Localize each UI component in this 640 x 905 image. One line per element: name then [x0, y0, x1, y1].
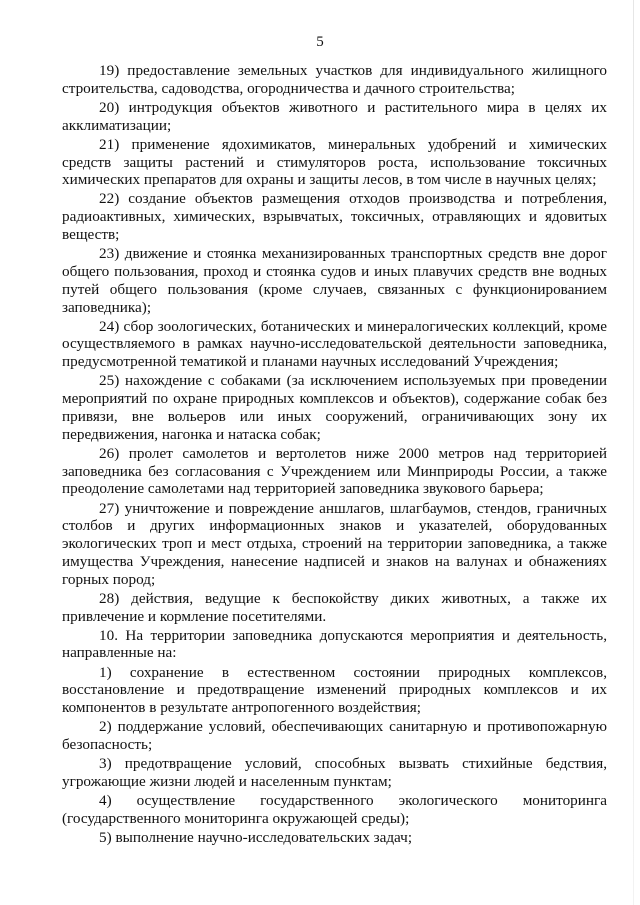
list-item-21: 21) применение ядохимикатов, минеральных удобрений и химических средств защиты растений и стимуляторов роста, использование токсичных химических препаратов для охраны и защиты лесов, в том числе в научных целях; — [62, 135, 607, 189]
list-item-23: 23) движение и стоянка механизированных транспортных средств вне дорог общего пользования, проход и стоянка судов и иных плавучих средств вне водных путей общего пользования (кроме случаев, связанных с функционированием заповедника); — [62, 245, 607, 316]
list-item-28: 28) действия, ведущие к беспокойству диких животных, а также их привлечение и кормление посетителями. — [62, 589, 607, 625]
section-10-heading: 10. На территории заповедника допускаются мероприятия и деятельность, направленные на: — [62, 626, 607, 662]
sub-item-3: 3) предотвращение условий, способных вызвать стихийные бедствия, угрожающие жизни людей и населенным пунктам; — [62, 755, 607, 790]
list-item-20: 20) интродукция объектов животного и растительного мира в целях их акклиматизации; — [62, 98, 607, 134]
list-item-19: 19) предоставление земельных участков для индивидуального жилищного строительства, садоводства, огородничества и дачного строительства; — [62, 62, 607, 97]
sub-item-1: 1) сохранение в естественном состоянии природных комплексов, восстановление и предотвращение изменений природных комплексов и их компонентов в результате антропогенного воздействия; — [62, 663, 607, 717]
scan-edge-line — [633, 0, 634, 905]
document-body — [62, 62, 607, 848]
list-item-24: 24) сбор зоологических, ботанических и минералогических коллекций, кроме осуществляемого в рамках научно-исследовательской деятельности заповедника, предусмотренной тематикой и планами научных исследований Учреждения; — [62, 317, 607, 371]
list-item-25: 25) нахождение с собаками (за исключением используемых при проведении мероприятий по охране природных комплексов и объектов), содержание собак без привязи, вне вольеров или иных сооружений, ограничивающих зону их передвижения, нагонка и натаска собак; — [62, 372, 607, 443]
sub-item-2: 2) поддержание условий, обеспечивающих санитарную и противопожарную безопасность; — [62, 718, 607, 754]
sub-item-5: 5) выполнение научно-исследовательских задач; — [99, 828, 413, 846]
list-item-26: 26) пролет самолетов и вертолетов ниже 2000 метров над территорией заповедника без согласования с Учреждением или Минприроды России, а также преодоление самолетами над территорией заповедника звукового барьера; — [62, 444, 607, 498]
sub-item-4: 4) осуществление государственного экологического мониторинга (государственного мониторинга окружающей среды); — [62, 792, 607, 827]
page-number: 5 — [316, 34, 324, 50]
list-item-22: 22) создание объектов размещения отходов производства и потребления, радиоактивных, химических, взрывчатых, токсичных, отравляющих и ядовитых веществ; — [62, 190, 607, 244]
list-item-27: 27) уничтожение и повреждение аншлагов, шлагбаумов, стендов, граничных столбов и других информационных знаков и указателей, оборудованных экологических троп и мест отдыха, строений на территории заповедника, а также имущества Учреждения, нанесение надписей и знаков на валунах и обнажениях горных пород; — [62, 499, 607, 588]
